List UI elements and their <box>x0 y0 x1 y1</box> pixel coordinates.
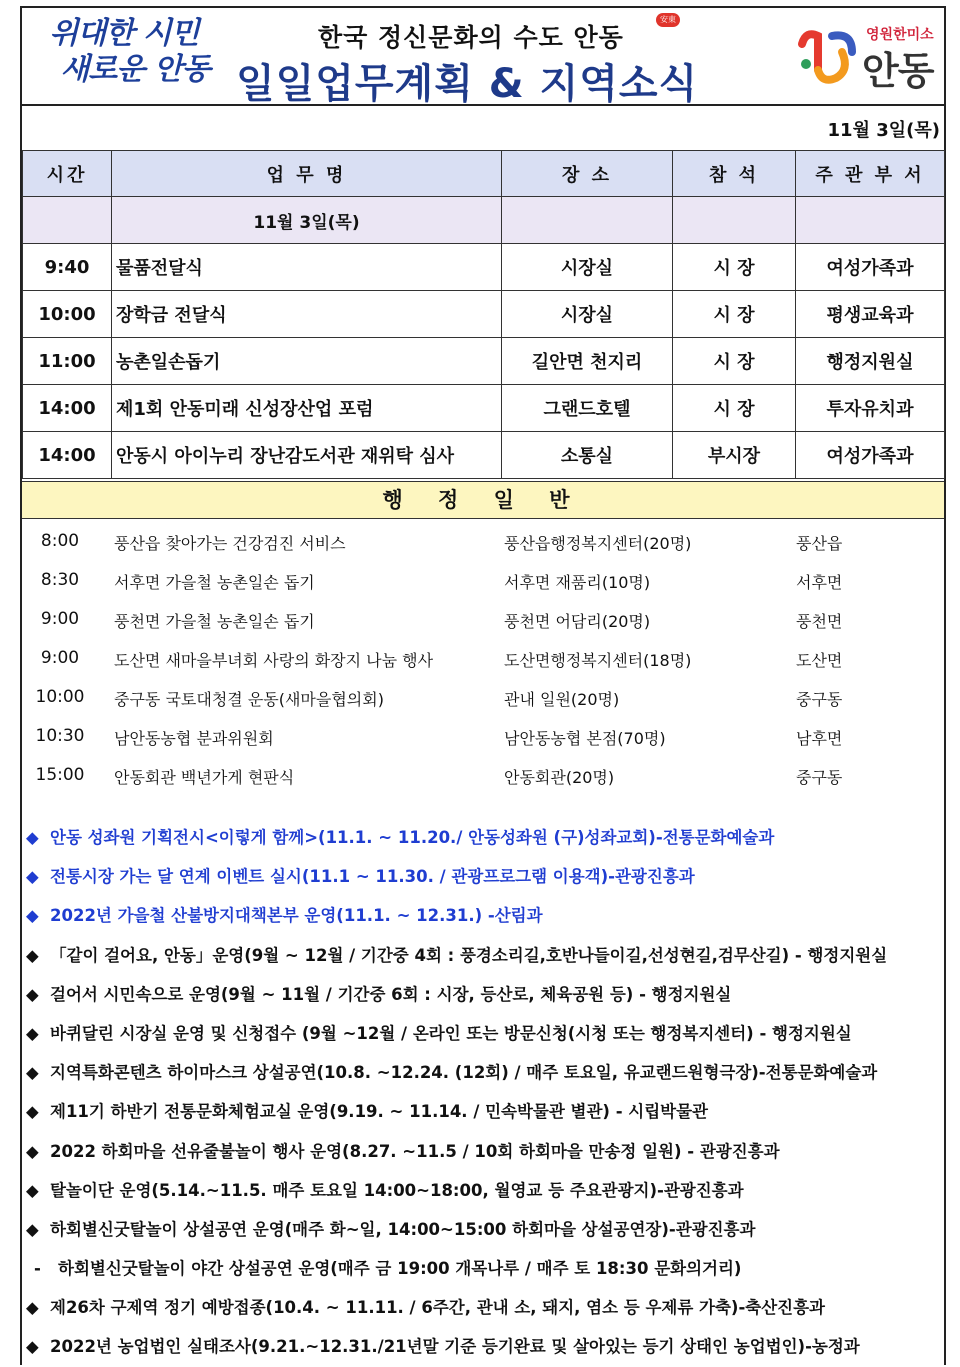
empty-cell <box>502 197 673 244</box>
table-row <box>23 432 945 479</box>
item-dept: 풍산읍 <box>796 534 843 553</box>
row-place: 소통실 <box>502 432 673 479</box>
header-subtitle: 한국 정신문화의 수도 안동 <box>318 23 624 52</box>
item-place: 서후면 재품리(10명) <box>504 573 651 592</box>
row-task: 장학금 전달식 <box>112 291 502 338</box>
item-name: 서후면 가을철 농촌일손 돕기 <box>114 573 315 592</box>
item-time: 8:30 <box>40 570 80 590</box>
news-text: 지역특화콘텐츠 하이마스크 상설공연(10.8. ~12.24. (12회) / 매주 토요일, 유교랜드원형극장)-전통문화예술과 <box>50 1063 878 1083</box>
news-text: 제11기 하반기 전통문화체험교실 운영(9.19. ~ 11.14. / 민속박물관 별관) - 시립박물관 <box>50 1102 708 1122</box>
list-item <box>22 717 944 756</box>
news-item <box>22 936 944 975</box>
document-date: 11월 3일(목) <box>827 120 940 141</box>
row-dept: 평생교육과 <box>796 291 945 338</box>
list-item <box>22 639 944 678</box>
slogan-line-2: 새로운 안동 <box>60 52 210 87</box>
row-time: 14:00 <box>23 432 112 479</box>
item-place: 관내 일원(20명) <box>504 690 620 709</box>
news-item <box>22 1053 944 1092</box>
dash-bullet: - <box>34 1259 41 1279</box>
column-header-time: 시간 <box>23 151 112 197</box>
diamond-bullet-icon: ◆ <box>26 1219 39 1239</box>
table-header-row <box>23 151 945 197</box>
item-name: 도산면 새마을부녀회 사랑의 화장지 나눔 행사 <box>114 651 434 670</box>
item-dept: 풍천면 <box>796 612 843 631</box>
list-item <box>22 561 944 600</box>
item-time: 10:30 <box>35 726 85 746</box>
general-section-title: 행 정 일 반 <box>22 481 944 519</box>
row-dept: 행정지원실 <box>796 338 945 385</box>
news-text: 전통시장 가는 달 연계 이벤트 실시(11.1 ~ 11.30. / 관광프로그램 이용객)-관광진흥과 <box>50 867 695 887</box>
list-item <box>22 522 944 561</box>
column-header-dept: 주 관 부 서 <box>796 151 945 197</box>
diamond-bullet-icon: ◆ <box>26 1298 39 1318</box>
news-subitem <box>22 1249 944 1288</box>
news-item <box>22 975 944 1014</box>
news-item <box>22 1014 944 1053</box>
schedule-table <box>22 150 945 479</box>
diamond-bullet-icon: ◆ <box>26 1102 39 1122</box>
row-time: 11:00 <box>23 338 112 385</box>
empty-cell <box>673 197 796 244</box>
diamond-bullet-icon: ◆ <box>26 906 39 926</box>
diamond-bullet-icon: ◆ <box>26 1063 39 1083</box>
list-item <box>22 756 944 795</box>
row-time: 14:00 <box>23 385 112 432</box>
andong-badge: 安東 <box>656 13 680 27</box>
column-header-task: 업 무 명 <box>112 151 502 197</box>
row-dept: 여성가족과 <box>796 244 945 291</box>
news-item <box>22 1171 944 1210</box>
smile-logo-icon <box>792 22 862 92</box>
news-text: 바퀴달린 시장실 운영 및 신청접수 (9월 ~12월 / 온라인 또는 방문신청(시청 또는 행정복지센터) - 행정지원실 <box>50 1023 852 1043</box>
item-name: 풍천면 가을철 농촌일손 돕기 <box>114 612 315 631</box>
news-text: 2022년 농업법인 실태조사(9.21.~12.31./21년말 기준 등기완료 및 살아있는 등기 상태인 농업법인)-농정과 <box>50 1337 860 1357</box>
item-name: 남안동농협 분과위원회 <box>114 729 274 748</box>
diamond-bullet-icon: ◆ <box>26 1023 39 1043</box>
city-slogan <box>34 16 214 88</box>
table-row <box>23 244 945 291</box>
diamond-bullet-icon: ◆ <box>26 828 39 847</box>
row-place: 그랜드호텔 <box>502 385 673 432</box>
row-task: 제1회 안동미래 신성장산업 포럼 <box>112 385 502 432</box>
news-text: 하회별신굿탈놀이 상설공연 운영(매주 화~일, 14:00~15:00 하회마을 상설공연장)-관광진흥과 <box>50 1219 756 1239</box>
item-time: 9:00 <box>40 609 80 629</box>
row-place: 시장실 <box>502 244 673 291</box>
row-task: 물품전달식 <box>112 244 502 291</box>
row-attendee: 시 장 <box>673 244 796 291</box>
news-item <box>22 1092 944 1131</box>
regional-news-list <box>22 818 944 1367</box>
news-item <box>22 1132 944 1171</box>
list-item <box>22 600 944 639</box>
row-time: 9:40 <box>23 244 112 291</box>
row-dept: 여성가족과 <box>796 432 945 479</box>
diamond-bullet-icon: ◆ <box>26 867 39 887</box>
news-text: 제26차 구제역 정기 예방접종(10.4. ~ 11.11. / 6주간, 관내 소, 돼지, 염소 등 우제류 가축)-축산진흥과 <box>50 1298 825 1318</box>
item-place: 도산면행정복지센터(18명) <box>504 651 692 670</box>
row-attendee: 시 장 <box>673 385 796 432</box>
item-time: 15:00 <box>35 765 85 785</box>
news-item <box>22 818 944 857</box>
news-item <box>22 1288 944 1327</box>
diamond-bullet-icon: ◆ <box>26 1337 39 1357</box>
logo-name: 안동 <box>862 49 934 93</box>
list-item <box>22 678 944 717</box>
empty-cell <box>796 197 945 244</box>
item-place: 남안동농협 본점(70명) <box>504 729 666 748</box>
empty-cell <box>23 197 112 244</box>
news-item <box>22 1327 944 1366</box>
item-name: 중구동 국토대청결 운동(새마을협의회) <box>114 690 384 709</box>
item-dept: 중구동 <box>796 690 843 709</box>
diamond-bullet-icon: ◆ <box>26 984 39 1004</box>
document-header <box>22 8 944 106</box>
news-text: 안동 성좌원 기획전시<이렇게 함께>(11.1. ~ 11.20./ 안동성좌원 (구)성좌교회)-전통문화예술과 <box>50 828 775 847</box>
page-title: 일일업무계획 & 지역소식 <box>236 61 699 107</box>
item-time: 9:00 <box>40 648 80 668</box>
table-row <box>23 385 945 432</box>
document-page <box>20 6 946 1365</box>
item-dept: 도산면 <box>796 651 843 670</box>
news-text: 탈놀이단 운영(5.14.~11.5. 매주 토요일 14:00~18:00, 월영교 등 주요관광지)-관광진흥과 <box>50 1180 744 1200</box>
item-name: 안동회관 백년가게 현판식 <box>114 768 295 787</box>
diamond-bullet-icon: ◆ <box>26 1141 39 1161</box>
general-list <box>22 522 944 795</box>
item-dept: 중구동 <box>796 768 843 787</box>
date-bar <box>22 104 944 152</box>
row-attendee: 시 장 <box>673 338 796 385</box>
table-row <box>23 291 945 338</box>
news-item <box>22 896 944 935</box>
item-place: 풍천면 어담리(20명) <box>504 612 651 631</box>
news-item <box>22 857 944 896</box>
news-item <box>22 1210 944 1249</box>
diamond-bullet-icon: ◆ <box>26 1180 39 1200</box>
logo-tagline: 영원한미소 <box>866 27 934 43</box>
news-text: 하회별신굿탈놀이 야간 상설공연 운영(매주 금 19:00 개목나루 / 매주 토 18:30 문화의거리) <box>58 1259 742 1279</box>
item-time: 8:00 <box>40 531 80 551</box>
news-text: 2022 하회마을 선유줄불놀이 행사 운영(8.27. ~11.5 / 10회 하회마을 만송정 일원) - 관광진흥과 <box>50 1141 780 1161</box>
table-row <box>23 338 945 385</box>
row-time: 10:00 <box>23 291 112 338</box>
item-dept: 서후면 <box>796 573 843 592</box>
row-dept: 투자유치과 <box>796 385 945 432</box>
news-text: 「같이 걸어요, 안동」운영(9월 ~ 12월 / 기간중 4회 : 풍경소리길,호반나들이길,선성현길,검무산길) - 행정지원실 <box>50 945 888 965</box>
item-dept: 남후면 <box>796 729 843 748</box>
diamond-bullet-icon: ◆ <box>26 945 39 965</box>
column-header-attendee: 참 석 <box>673 151 796 197</box>
column-header-place: 장 소 <box>502 151 673 197</box>
andong-logo <box>792 22 942 92</box>
item-place: 풍산읍행정복지센터(20명) <box>504 534 692 553</box>
news-text: 2022년 가을철 산불방지대책본부 운영(11.1. ~ 12.31.) -산림과 <box>50 906 543 926</box>
item-name: 풍산읍 찾아가는 건강검진 서비스 <box>114 534 346 553</box>
news-text: 걸어서 시민속으로 운영(9월 ~ 11월 / 기간중 6회 : 시장, 등산로, 체육공원 등) - 행정지원실 <box>50 984 732 1004</box>
item-time: 10:00 <box>35 687 85 707</box>
row-place: 길안면 천지리 <box>502 338 673 385</box>
item-place: 안동회관(20명) <box>504 768 615 787</box>
row-task: 안동시 아이누리 장난감도서관 재위탁 심사 <box>112 432 502 479</box>
row-attendee: 부시장 <box>673 432 796 479</box>
slogan-line-1: 위대한 시민 <box>49 16 199 51</box>
row-attendee: 시 장 <box>673 291 796 338</box>
row-task: 농촌일손돕기 <box>112 338 502 385</box>
schedule-date-row <box>23 197 945 244</box>
schedule-date: 11월 3일(목) <box>112 197 502 244</box>
row-place: 시장실 <box>502 291 673 338</box>
